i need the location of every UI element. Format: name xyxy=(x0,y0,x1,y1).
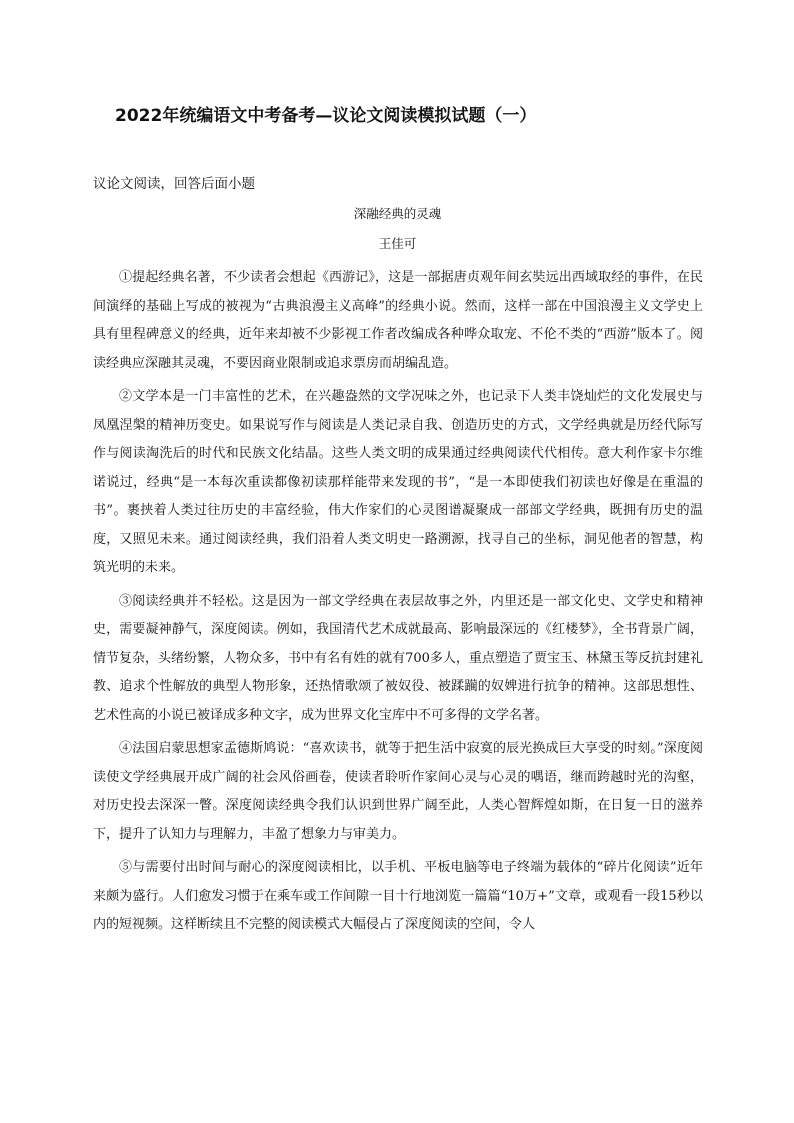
paragraph-1: ①提起经典名著，不少读者会想起《西游记》，这是一部据唐贞观年间玄奘远出西域取经的事件，在民间演绎的基础上写成的被视为“古典浪漫主义高峰”的经典小说。然而，这样一部在中国浪漫主义文学史上具有里程碑意义的经典，近年来却被不少影视工作者改编成各种哗众取宠、不伦不类的“西游”版本了。阅读经典应深融其灵魂，不要因商业限制或追求票房而胡编乱造。 xyxy=(93,270,703,371)
question-instruction: 议论文阅读，回答后面小题 xyxy=(93,176,255,192)
article-body xyxy=(93,264,703,945)
paragraph-4: ④法国启蒙思想家孟德斯鸠说：“喜欢读书，就等于把生活中寂寞的辰光换成巨大享受的时刻。”深度阅读使文学经典展开成广阔的社会风俗画卷，使读者聆听作家间心灵与心灵的喁语，继而跨越时光的沟壑，对历史投去深深一瞥。深度阅读经典令我们认识到世界广阔至此，人类心智辉煌如斯，在日复一日的滋养下，提升了认知力与理解力，丰盈了想象力与审美力。 xyxy=(93,741,703,842)
paragraph-3: ③阅读经典并不轻松。这是因为一部文学经典在表层故事之外，内里还是一部文化史、文学史和精神史，需要凝神静气，深度阅读。例如，我国清代艺术成就最高、影响最深远的《红楼梦》，全书背景广阔，情节复杂，头绪纷繁，人物众多，书中有名有姓的就有700多人，重点塑造了贾宝玉、林黛玉等反抗封建礼教、追求个性解放的典型人物形象，还热情歌颂了被奴役、被蹂躏的奴婢进行抗争的精神。这部思想性、艺术性高的小说已被译成多种文字，成为世界文化宝库中不可多得的文学名著。 xyxy=(93,593,703,723)
document-title: 2022年统编语文中考备考—议论文阅读模拟试题（一） xyxy=(115,106,537,126)
paragraph-2: ②文学本是一门丰富性的艺术，在兴趣盎然的文学况味之外，也记录下人类丰饶灿烂的文化发展史与凤凰涅槃的精神历变史。如果说写作与阅读是人类记录自我、创造历史的方式，文学经典就是历经代际写作与阅读淘洗后的时代和民族文化结晶。这些人类文明的成果通过经典阅读代代相传。意大利作家卡尔维诺说过，经典“是一本每次重读都像初读那样能带来发现的书”，“是一本即使我们初读也好像是在重温的书”。裹挟着人类过往历史的丰富经验，伟大作家们的心灵图谱凝聚成一部部文学经典，既拥有历史的温度，又照见未来。通过阅读经典，我们沿着人类文明史一路溯源，找寻自己的坐标，洞见他者的智慧，构筑光明的未来。 xyxy=(93,389,703,575)
article-title: 深融经典的灵魂 xyxy=(353,206,442,221)
article-author: 王佳可 xyxy=(378,236,417,251)
paragraph-5: ⑤与需要付出时间与耐心的深度阅读相比，以手机、平板电脑等电子终端为载体的“碎片化阅读”近年来颇为盛行。人们愈发习惯于在乘车或工作间隙一目十行地浏览一篇篇“10万+”文章，或观看一段15秒以内的短视频。这样断续且不完整的阅读模式大幅侵占了深度阅读的空间，令人 xyxy=(93,860,703,932)
